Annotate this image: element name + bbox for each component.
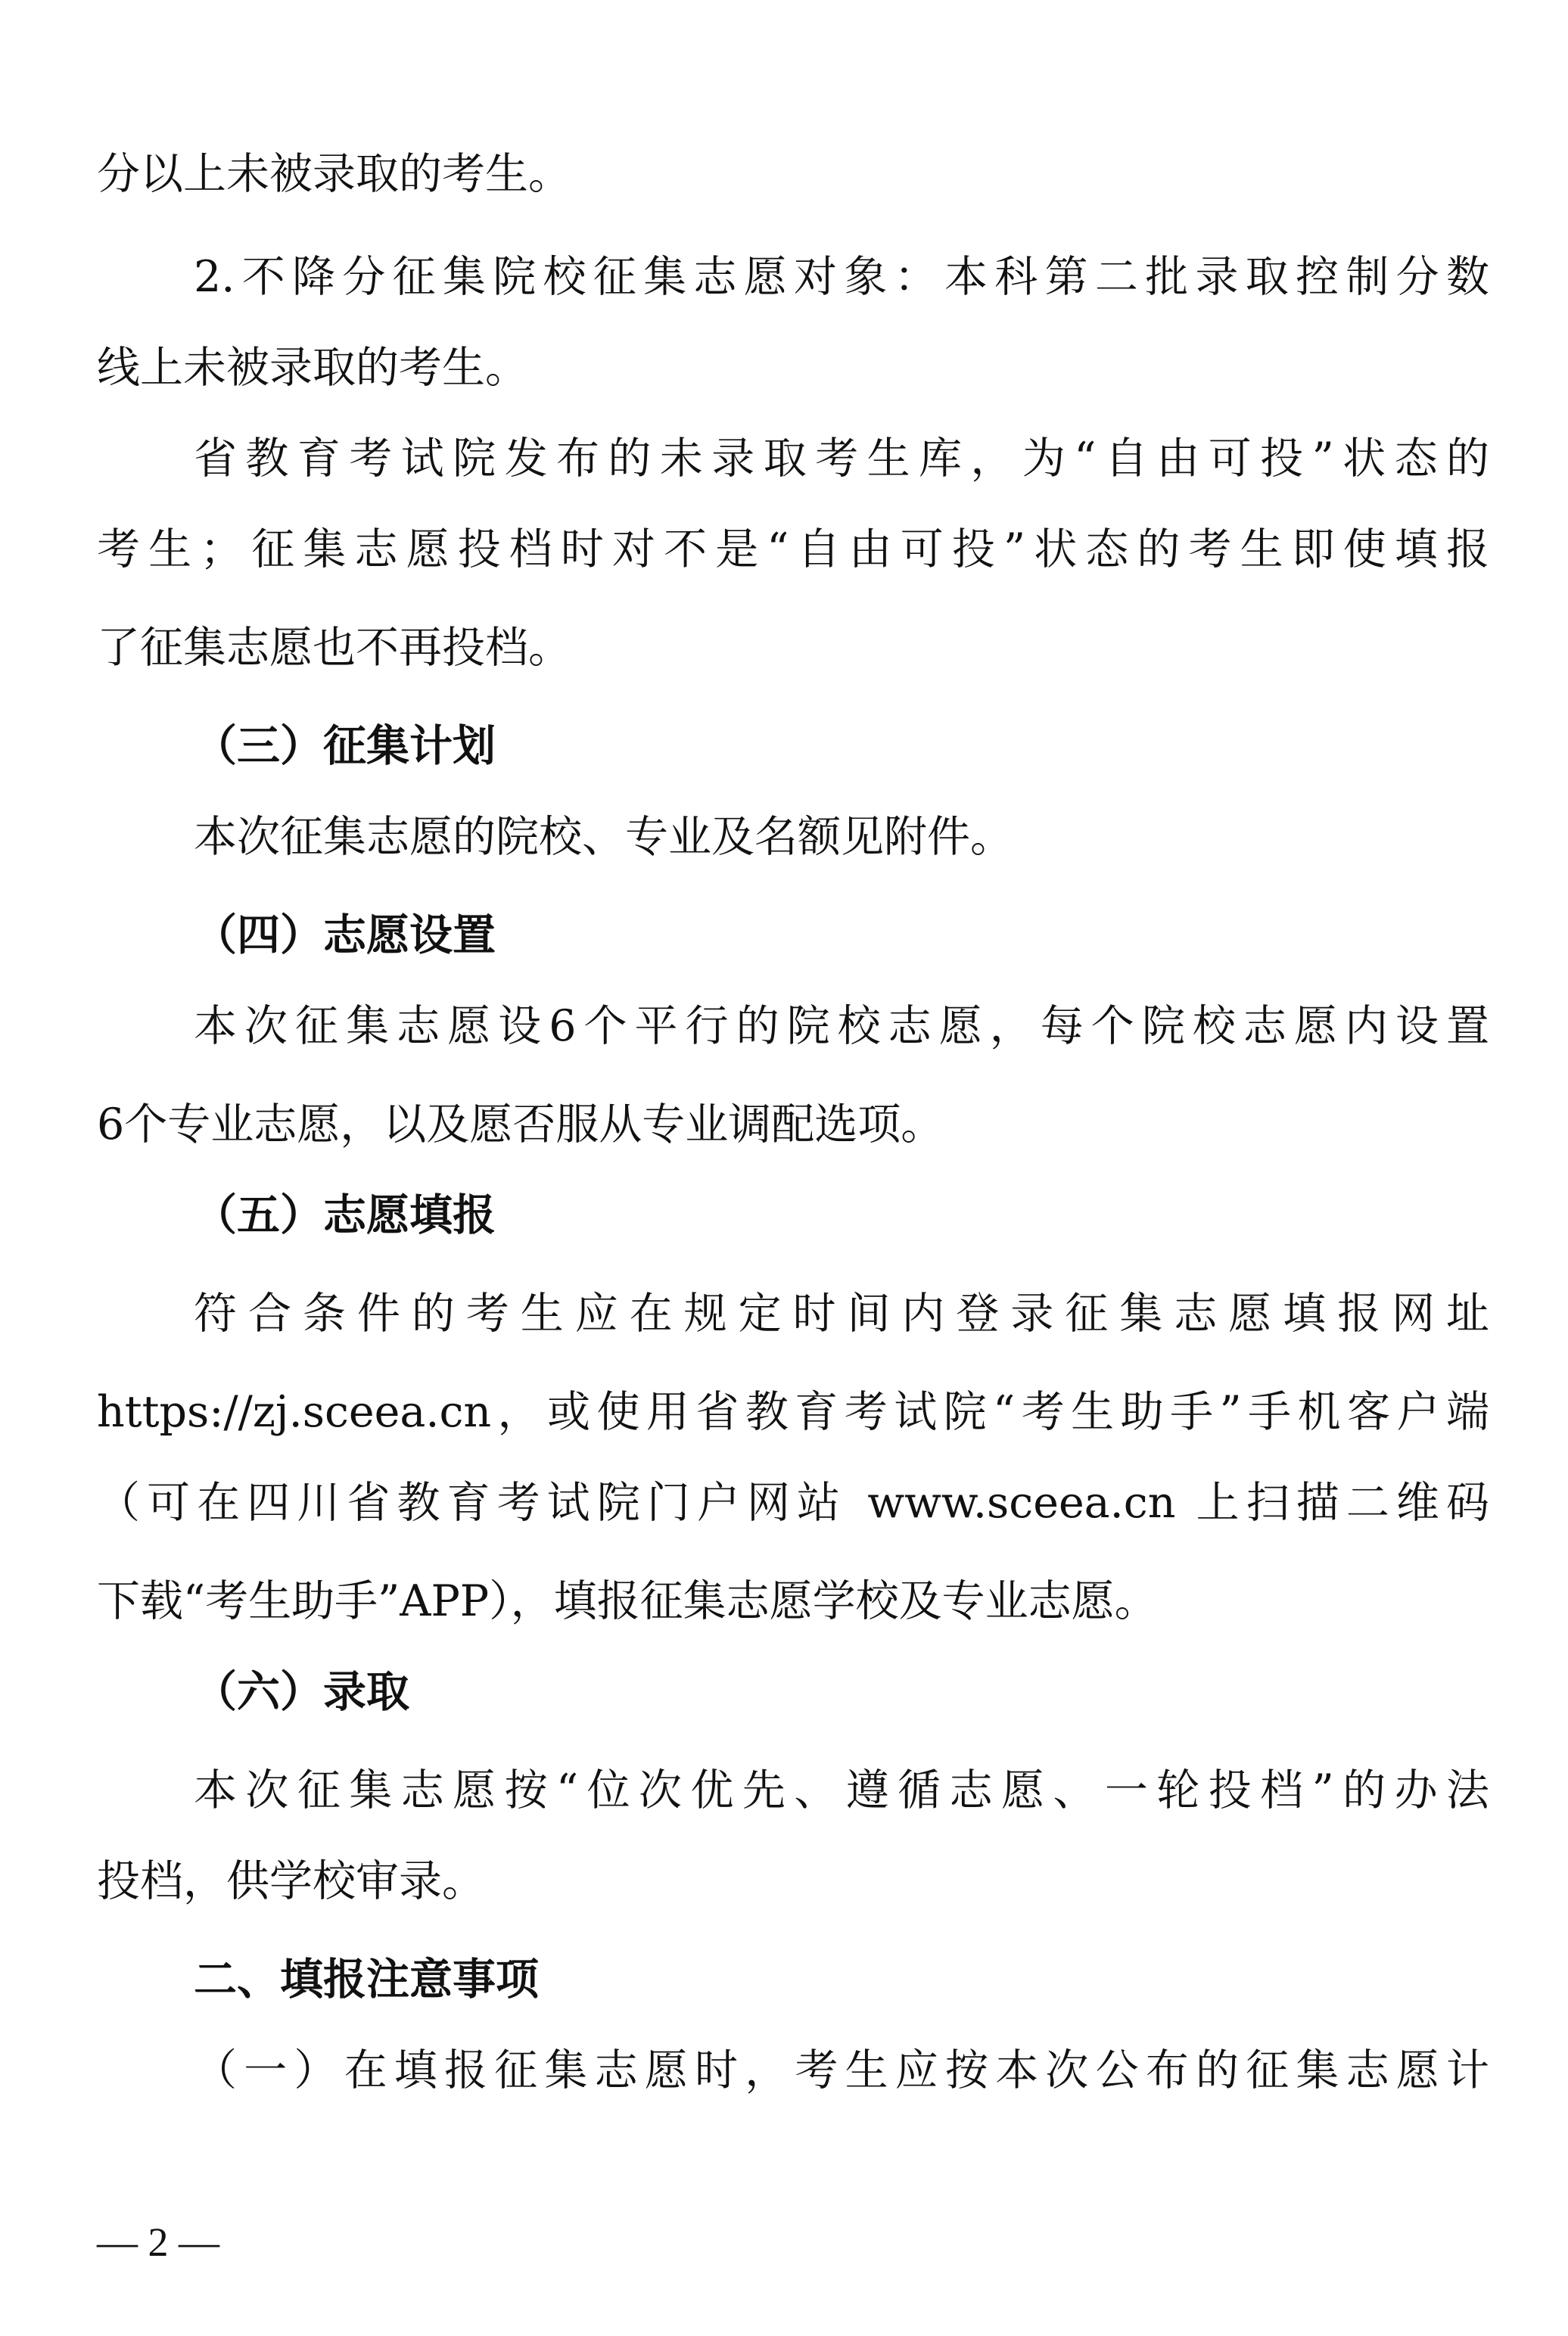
paragraph-line: 投档，供学校审录。 bbox=[97, 1856, 485, 1906]
paragraph-line: 考生；征集志愿投档时对不是“自由可投”状态的考生即使填报 bbox=[97, 524, 1489, 574]
paragraph-line: 2.不降分征集院校征集志愿对象：本科第二批录取控制分数 bbox=[194, 252, 1489, 302]
section-heading: （三）征集计划 bbox=[194, 720, 496, 771]
paragraph-line: （可在四川省教育考试院门户网站 www.sceea.cn 上扫描二维码 bbox=[97, 1478, 1489, 1528]
section-heading: （六）录取 bbox=[194, 1666, 409, 1717]
section-heading: （四）志愿设置 bbox=[194, 910, 496, 960]
paragraph-line: 本次征集志愿的院校、专业及名额见附件。 bbox=[194, 812, 1013, 862]
paragraph-line: （一）在填报征集志愿时，考生应按本次公布的征集志愿计 bbox=[194, 2045, 1489, 2095]
paragraph-line: 分以上未被录取的考生。 bbox=[97, 149, 571, 199]
paragraph-line: 了征集志愿也不再投档。 bbox=[97, 623, 571, 673]
paragraph-line: 线上未被录取的考生。 bbox=[97, 343, 528, 393]
section-heading: 二、填报注意事项 bbox=[194, 1954, 539, 2005]
paragraph-line: https://zj.sceea.cn，或使用省教育考试院“考生助手”手机客户端 bbox=[97, 1387, 1489, 1437]
page-number: — 2 — bbox=[97, 2219, 219, 2265]
paragraph-line: 本次征集志愿设6个平行的院校志愿，每个院校志愿内设置 bbox=[194, 1001, 1489, 1051]
paragraph-line: 6个专业志愿，以及愿否服从专业调配选项。 bbox=[97, 1100, 944, 1149]
paragraph-line: 省教育考试院发布的未录取考生库，为“自由可投”状态的 bbox=[194, 434, 1489, 484]
paragraph-line: 本次征集志愿按“位次优先、遵循志愿、一轮投档”的办法 bbox=[194, 1765, 1489, 1815]
paragraph-line: 符合条件的考生应在规定时间内登录征集志愿填报网址 bbox=[194, 1289, 1489, 1339]
paragraph-line: 下载“考生助手”APP），填报征集志愿学校及专业志愿。 bbox=[97, 1576, 1158, 1626]
section-heading: （五）志愿填报 bbox=[194, 1190, 496, 1240]
